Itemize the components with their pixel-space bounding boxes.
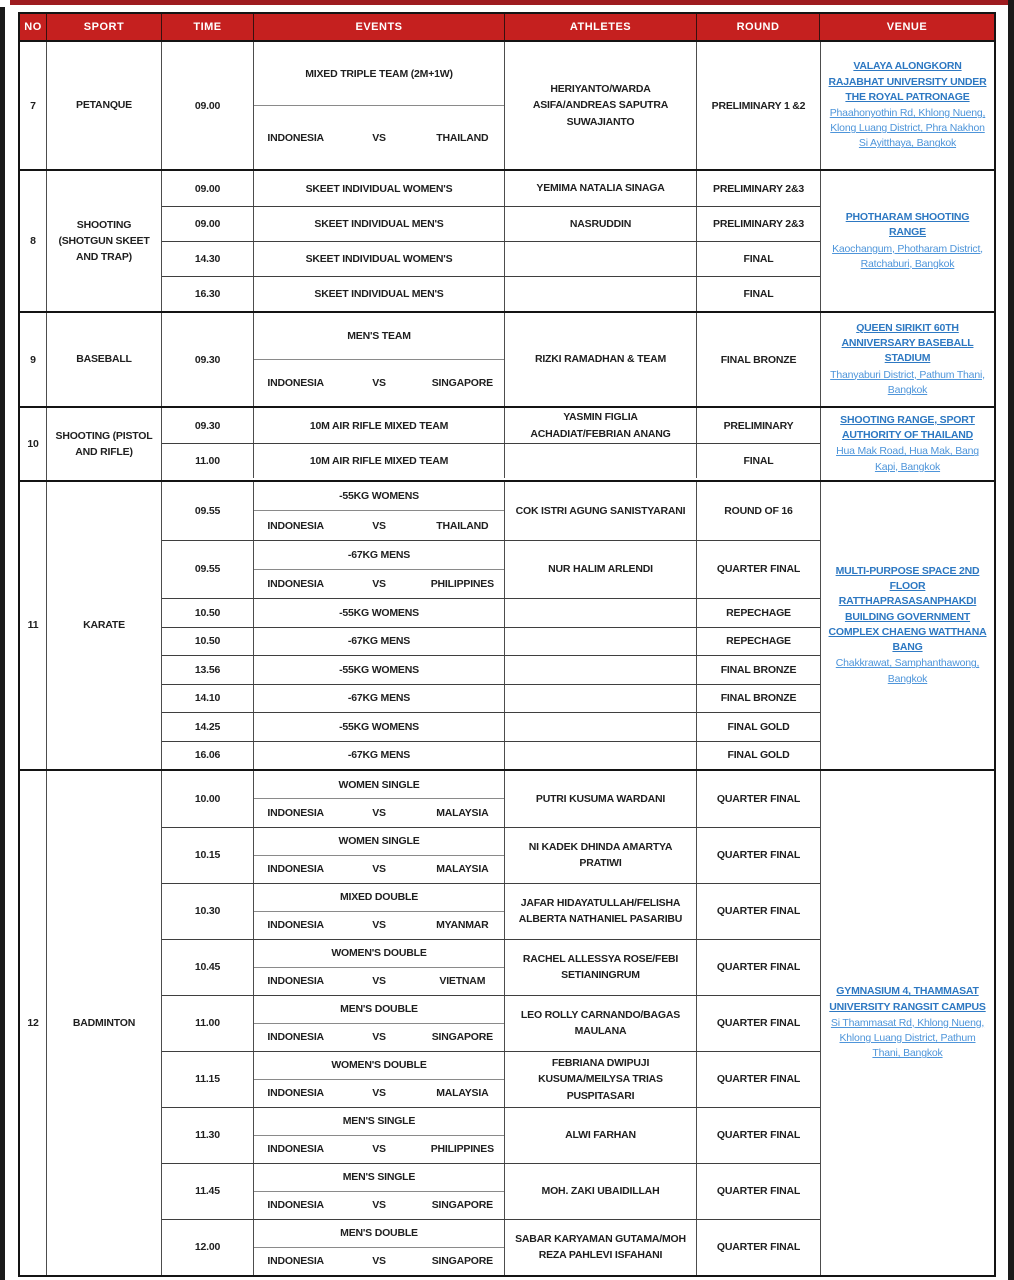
event-name: 10M AIR RIFLE MIXED TEAM — [309, 419, 449, 432]
event-cell — [254, 1108, 505, 1163]
event-name: MEN'S SINGLE — [254, 1164, 504, 1192]
venue-name-link[interactable]: GYMNASIUM 4, THAMMASAT UNIVERSITY RANGSIT CAMPUS — [829, 985, 986, 1013]
athletes-cell — [505, 599, 697, 627]
sport-cell: BASEBALL — [47, 313, 162, 406]
round-cell: QUARTER FINAL — [716, 961, 801, 974]
time-cell: 09.30 — [162, 408, 254, 443]
header-cell-round: ROUND — [697, 14, 820, 40]
round-cell: REPECHAGE — [726, 635, 791, 648]
sub-row — [162, 1051, 820, 1107]
time-cell: 14.25 — [162, 713, 254, 741]
round-cell: QUARTER FINAL — [716, 1017, 801, 1030]
athletes-cell: SABAR KARYAMAN GUTAMA/MOH REZA PAHLEVI ISFAHANI — [505, 1220, 697, 1275]
sub-row — [162, 995, 820, 1051]
event-cell — [254, 884, 505, 939]
event-cell — [254, 408, 505, 443]
match-line — [254, 106, 504, 169]
match-line — [254, 511, 504, 540]
event-cell — [254, 628, 505, 655]
vs-label: VS — [372, 919, 386, 932]
sub-row — [162, 712, 820, 741]
event-cell — [254, 599, 505, 627]
sport-cell: BADMINTON — [47, 771, 162, 1275]
venue-address-link[interactable]: Phaahonyothin Rd, Khlong Nueng, Klong Luang District, Phra Nakhon Si Ayitthaya, Bangkok — [829, 107, 986, 150]
match-away-label: MALAYSIA — [436, 1087, 489, 1100]
event-name: -55KG WOMENS — [339, 606, 419, 619]
event-name: -67KG MENS — [347, 692, 411, 705]
match-away-label: SINGAPORE — [431, 1199, 493, 1212]
event-cell — [254, 656, 505, 684]
round-cell: QUARTER FINAL — [716, 563, 801, 576]
round-cell: QUARTER FINAL — [716, 849, 801, 862]
match-home-label: INDONESIA — [267, 1255, 324, 1268]
time-cell: 10.45 — [162, 940, 254, 995]
event-name: SKEET INDIVIDUAL WOMEN'S — [305, 253, 453, 265]
venue-address-link[interactable]: Chakkrawat, Samphanthawong, Bangkok — [835, 657, 980, 685]
time-cell: 13.56 — [162, 656, 254, 684]
sub-rows — [162, 771, 820, 1275]
sub-row — [162, 241, 820, 276]
athletes-cell: NUR HALIM ARLENDI — [505, 541, 697, 598]
round-cell: QUARTER FINAL — [716, 792, 801, 805]
venue-cell — [820, 482, 994, 769]
venue-address-link[interactable]: Kaochangum, Photharam District, Ratchaburi, Bangkok — [832, 242, 983, 270]
sport-cell: SHOOTING (PISTOL AND RIFLE) — [47, 408, 162, 480]
event-name: -67KG MENS — [254, 541, 504, 570]
vs-label: VS — [372, 131, 386, 144]
sub-row — [162, 741, 820, 769]
venue-cell — [820, 42, 994, 169]
sub-row — [162, 655, 820, 684]
match-line — [254, 1248, 504, 1275]
match-line — [254, 1024, 504, 1051]
venue-cell — [820, 771, 994, 1275]
sub-rows — [162, 171, 820, 311]
table-row — [20, 311, 994, 406]
venue-address-link[interactable]: Hua Mak Road, Hua Mak, Bang Kapi, Bangkok — [836, 445, 979, 473]
match-home-label: INDONESIA — [267, 131, 324, 144]
header-cell-athletes: ATHLETES — [505, 14, 697, 40]
match-away-label: THAILAND — [436, 131, 489, 144]
event-cell — [254, 277, 505, 311]
event-cell — [254, 1220, 505, 1275]
match-line — [254, 912, 504, 939]
event-name: MEN'S TEAM — [254, 313, 504, 360]
header-cell-events: EVENTS — [254, 14, 505, 40]
event-name: MEN'S DOUBLE — [254, 996, 504, 1024]
venue-name-link[interactable]: VALAYA ALONGKORN RAJABHAT UNIVERSITY UNDER THE ROYAL PATRONAGE — [828, 60, 987, 103]
sub-row — [162, 598, 820, 627]
match-line — [254, 1136, 504, 1163]
match-away-label: MYANMAR — [436, 919, 489, 932]
sub-rows — [162, 313, 820, 406]
athletes-cell: MOH. ZAKI UBAIDILLAH — [505, 1164, 697, 1219]
round-cell: PRELIMINARY 2&3 — [713, 182, 804, 195]
event-name: MEN'S DOUBLE — [254, 1220, 504, 1248]
round-cell: FINAL BRONZE — [720, 353, 797, 366]
match-home-label: INDONESIA — [267, 975, 324, 988]
sub-row — [162, 206, 820, 241]
round-cell: QUARTER FINAL — [716, 1129, 801, 1142]
time-cell: 12.00 — [162, 1220, 254, 1275]
sport-cell: SHOOTING (SHOTGUN SKEET AND TRAP) — [47, 171, 162, 311]
event-name: -67KG MENS — [347, 749, 411, 762]
event-name: WOMEN'S DOUBLE — [254, 940, 504, 968]
sub-row — [162, 482, 820, 540]
time-cell: 11.45 — [162, 1164, 254, 1219]
time-cell: 10.30 — [162, 884, 254, 939]
event-name: -55KG WOMENS — [254, 482, 504, 512]
athletes-cell — [505, 656, 697, 684]
venue-name-link[interactable]: SHOOTING RANGE, SPORT AUTHORITY OF THAILAND — [840, 414, 975, 442]
time-cell: 16.30 — [162, 277, 254, 311]
round-cell: REPECHAGE — [726, 606, 791, 619]
sub-rows — [162, 482, 820, 769]
match-away-label: SINGAPORE — [431, 1255, 493, 1268]
athletes-cell: HERIYANTO/WARDA ASIFA/ANDREAS SAPUTRA SUWAJIANTO — [505, 42, 697, 169]
table-row — [20, 42, 994, 169]
event-cell — [254, 1052, 505, 1107]
athletes-cell — [505, 713, 697, 741]
time-cell: 11.00 — [162, 444, 254, 478]
athletes-cell: JAFAR HIDAYATULLAH/FELISHA ALBERTA NATHANIEL PASARIBU — [505, 884, 697, 939]
event-cell — [254, 996, 505, 1051]
round-cell: PRELIMINARY — [723, 419, 794, 432]
table-row — [20, 769, 994, 1275]
round-cell: ROUND OF 16 — [724, 504, 793, 517]
sub-rows — [162, 42, 820, 169]
event-cell — [254, 207, 505, 241]
event-cell — [254, 940, 505, 995]
event-name: -67KG MENS — [347, 635, 411, 648]
match-away-label: SINGAPORE — [431, 377, 493, 389]
time-cell: 11.30 — [162, 1108, 254, 1163]
event-cell — [254, 1164, 505, 1219]
venue-name-link[interactable]: MULTI-PURPOSE SPACE 2ND FLOOR RATTHAPRASASANPHAKDI BUILDING GOVERNMENT COMPLEX CHAENG WATTHANA BANG — [828, 565, 987, 654]
event-name: SKEET INDIVIDUAL MEN'S — [314, 218, 444, 230]
event-cell — [254, 444, 505, 478]
match-line — [254, 570, 504, 598]
time-cell: 10.00 — [162, 771, 254, 827]
event-name: SKEET INDIVIDUAL WOMEN'S — [305, 182, 453, 195]
venue-address-link[interactable]: Thanyaburi District, Pathum Thani, Bangkok — [830, 368, 985, 396]
round-cell: PRELIMINARY 2&3 — [713, 218, 804, 230]
time-cell: 11.00 — [162, 996, 254, 1051]
time-cell: 09.30 — [162, 313, 254, 406]
event-name: WOMEN SINGLE — [254, 828, 504, 856]
event-cell — [254, 713, 505, 741]
sub-row — [162, 1107, 820, 1163]
round-cell: FINAL BRONZE — [720, 663, 797, 676]
time-cell: 14.10 — [162, 685, 254, 712]
vs-label: VS — [372, 519, 386, 532]
table-header-row — [20, 14, 994, 42]
athletes-cell: NI KADEK DHINDA AMARTYA PRATIWI — [505, 828, 697, 883]
sub-row — [162, 276, 820, 311]
match-home-label: INDONESIA — [267, 377, 324, 389]
scan-edge-top-bar — [10, 0, 1008, 5]
table-body — [20, 42, 994, 1275]
sub-row — [162, 939, 820, 995]
round-cell: FINAL — [743, 288, 774, 300]
match-away-label: MALAYSIA — [436, 863, 489, 876]
time-cell: 10.50 — [162, 599, 254, 627]
row-number-cell: 11 — [20, 482, 47, 769]
header-cell-no: NO — [20, 14, 47, 40]
match-away-label: THAILAND — [436, 519, 489, 532]
match-away-label: VIETNAM — [439, 975, 486, 988]
match-line — [254, 799, 504, 827]
vs-label: VS — [372, 1255, 386, 1268]
table-row — [20, 480, 994, 769]
venue-name-link[interactable]: QUEEN SIRIKIT 60TH ANNIVERSARY BASEBALL STADIUM — [841, 321, 974, 365]
athletes-cell: RACHEL ALLESSYA ROSE/FEBI SETIANINGRUM — [505, 940, 697, 995]
event-cell — [254, 171, 505, 206]
sub-row — [162, 1219, 820, 1275]
match-away-label: MALAYSIA — [436, 807, 489, 820]
event-cell — [254, 828, 505, 883]
round-cell: FINAL — [743, 455, 774, 467]
sub-row — [162, 684, 820, 712]
round-cell: QUARTER FINAL — [716, 1185, 801, 1198]
event-name: WOMEN'S DOUBLE — [254, 1052, 504, 1080]
athletes-cell — [505, 685, 697, 712]
round-cell: QUARTER FINAL — [716, 1073, 801, 1086]
row-number-cell: 8 — [20, 171, 47, 311]
time-cell: 09.00 — [162, 171, 254, 206]
vs-label: VS — [372, 1199, 386, 1212]
header-cell-venue: VENUE — [886, 21, 928, 33]
athletes-cell — [505, 242, 697, 276]
vs-label: VS — [372, 1031, 386, 1044]
header-cell-sport: SPORT — [47, 14, 162, 40]
match-away-label: SINGAPORE — [431, 1031, 493, 1044]
athletes-cell: FEBRIANA DWIPUJI KUSUMA/MEILYSA TRIAS PUSPITASARI — [505, 1052, 697, 1107]
athletes-cell — [505, 277, 697, 311]
match-home-label: INDONESIA — [267, 807, 324, 820]
time-cell: 09.00 — [162, 207, 254, 241]
scan-edge-right-bar — [1008, 0, 1014, 1280]
vs-label: VS — [372, 863, 386, 876]
match-line — [254, 968, 504, 995]
row-number-cell: 9 — [20, 313, 47, 406]
event-cell — [254, 685, 505, 712]
time-cell: 10.15 — [162, 828, 254, 883]
sub-row — [162, 883, 820, 939]
event-name: MIXED DOUBLE — [254, 884, 504, 912]
match-line — [254, 1080, 504, 1107]
event-cell — [254, 742, 505, 769]
table-row — [20, 169, 994, 311]
round-cell: FINAL GOLD — [727, 720, 790, 733]
athletes-cell: RIZKI RAMADHAN & TEAM — [505, 313, 697, 406]
sport-cell: KARATE — [47, 482, 162, 769]
event-name: MEN'S SINGLE — [254, 1108, 504, 1136]
event-cell — [254, 771, 505, 827]
round-cell: FINAL GOLD — [727, 749, 790, 762]
sub-row — [162, 771, 820, 827]
venue-cell — [820, 171, 994, 311]
event-cell — [254, 313, 505, 406]
athletes-cell: YEMIMA NATALIA SINAGA — [505, 171, 697, 206]
event-name: SKEET INDIVIDUAL MEN'S — [314, 288, 444, 300]
sport-cell: PETANQUE — [47, 42, 162, 169]
event-name: -55KG WOMENS — [339, 720, 419, 733]
round-cell: QUARTER FINAL — [716, 905, 801, 918]
time-cell: 11.15 — [162, 1052, 254, 1107]
athletes-cell — [505, 444, 697, 478]
event-name: 10M AIR RIFLE MIXED TEAM — [309, 455, 449, 467]
schedule-table — [18, 12, 996, 1277]
time-cell: 14.30 — [162, 242, 254, 276]
venue-name-link[interactable]: PHOTHARAM SHOOTING RANGE — [845, 211, 970, 239]
sub-row — [162, 313, 820, 406]
time-cell: 09.55 — [162, 482, 254, 540]
athletes-cell: ALWI FARHAN — [505, 1108, 697, 1163]
sub-row — [162, 1163, 820, 1219]
sub-row — [162, 171, 820, 206]
event-cell — [254, 541, 505, 598]
row-number-cell: 7 — [20, 42, 47, 169]
sub-row — [162, 42, 820, 169]
venue-cell — [820, 408, 994, 480]
time-cell: 10.50 — [162, 628, 254, 655]
match-line — [254, 856, 504, 883]
event-name: WOMEN SINGLE — [254, 771, 504, 800]
scan-edge-left-bar — [0, 7, 5, 1280]
time-cell: 09.55 — [162, 541, 254, 598]
sub-row — [162, 408, 820, 443]
vs-label: VS — [372, 1087, 386, 1100]
match-away-label: PHILIPPINES — [430, 1143, 494, 1156]
header-cell-time: TIME — [162, 14, 254, 40]
venue-cell — [820, 313, 994, 406]
athletes-cell: YASMIN FIGLIA ACHADIAT/FEBRIAN ANANG — [505, 408, 697, 443]
event-cell — [254, 42, 505, 169]
match-home-label: INDONESIA — [267, 1143, 324, 1156]
sub-row — [162, 540, 820, 598]
sub-row — [162, 443, 820, 478]
time-cell: 09.00 — [162, 42, 254, 169]
round-cell: FINAL — [743, 253, 774, 265]
match-home-label: INDONESIA — [267, 1031, 324, 1044]
vs-label: VS — [372, 377, 386, 389]
match-home-label: INDONESIA — [267, 1199, 324, 1212]
athletes-cell: LEO ROLLY CARNANDO/BAGAS MAULANA — [505, 996, 697, 1051]
match-home-label: INDONESIA — [267, 863, 324, 876]
match-away-label: PHILIPPINES — [430, 577, 494, 590]
event-name: -55KG WOMENS — [339, 663, 419, 676]
round-cell: FINAL BRONZE — [720, 692, 797, 705]
row-number-cell: 12 — [20, 771, 47, 1275]
round-cell: QUARTER FINAL — [716, 1241, 801, 1254]
sub-row — [162, 627, 820, 655]
sub-rows — [162, 408, 820, 480]
venue-address-link[interactable]: Si Thammasat Rd, Khlong Nueng, Khlong Luang District, Pathum Thani, Bangkok — [830, 1016, 985, 1060]
match-line — [254, 1192, 504, 1219]
match-home-label: INDONESIA — [267, 577, 324, 590]
table-row — [20, 406, 994, 480]
round-cell: PRELIMINARY 1 &2 — [711, 99, 806, 112]
athletes-cell: NASRUDDIN — [505, 207, 697, 241]
event-cell — [254, 482, 505, 540]
vs-label: VS — [372, 577, 386, 590]
match-home-label: INDONESIA — [267, 919, 324, 932]
vs-label: VS — [372, 975, 386, 988]
event-name: MIXED TRIPLE TEAM (2M+1W) — [254, 42, 504, 106]
match-home-label: INDONESIA — [267, 1087, 324, 1100]
athletes-cell — [505, 742, 697, 769]
sub-row — [162, 827, 820, 883]
match-line — [254, 360, 504, 406]
athletes-cell: PUTRI KUSUMA WARDANI — [505, 771, 697, 827]
athletes-cell: COK ISTRI AGUNG SANISTYARANI — [505, 482, 697, 540]
match-home-label: INDONESIA — [267, 519, 324, 532]
athletes-cell — [505, 628, 697, 655]
vs-label: VS — [372, 1143, 386, 1156]
vs-label: VS — [372, 807, 386, 820]
event-cell — [254, 242, 505, 276]
row-number-cell: 10 — [20, 408, 47, 480]
time-cell: 16.06 — [162, 742, 254, 769]
